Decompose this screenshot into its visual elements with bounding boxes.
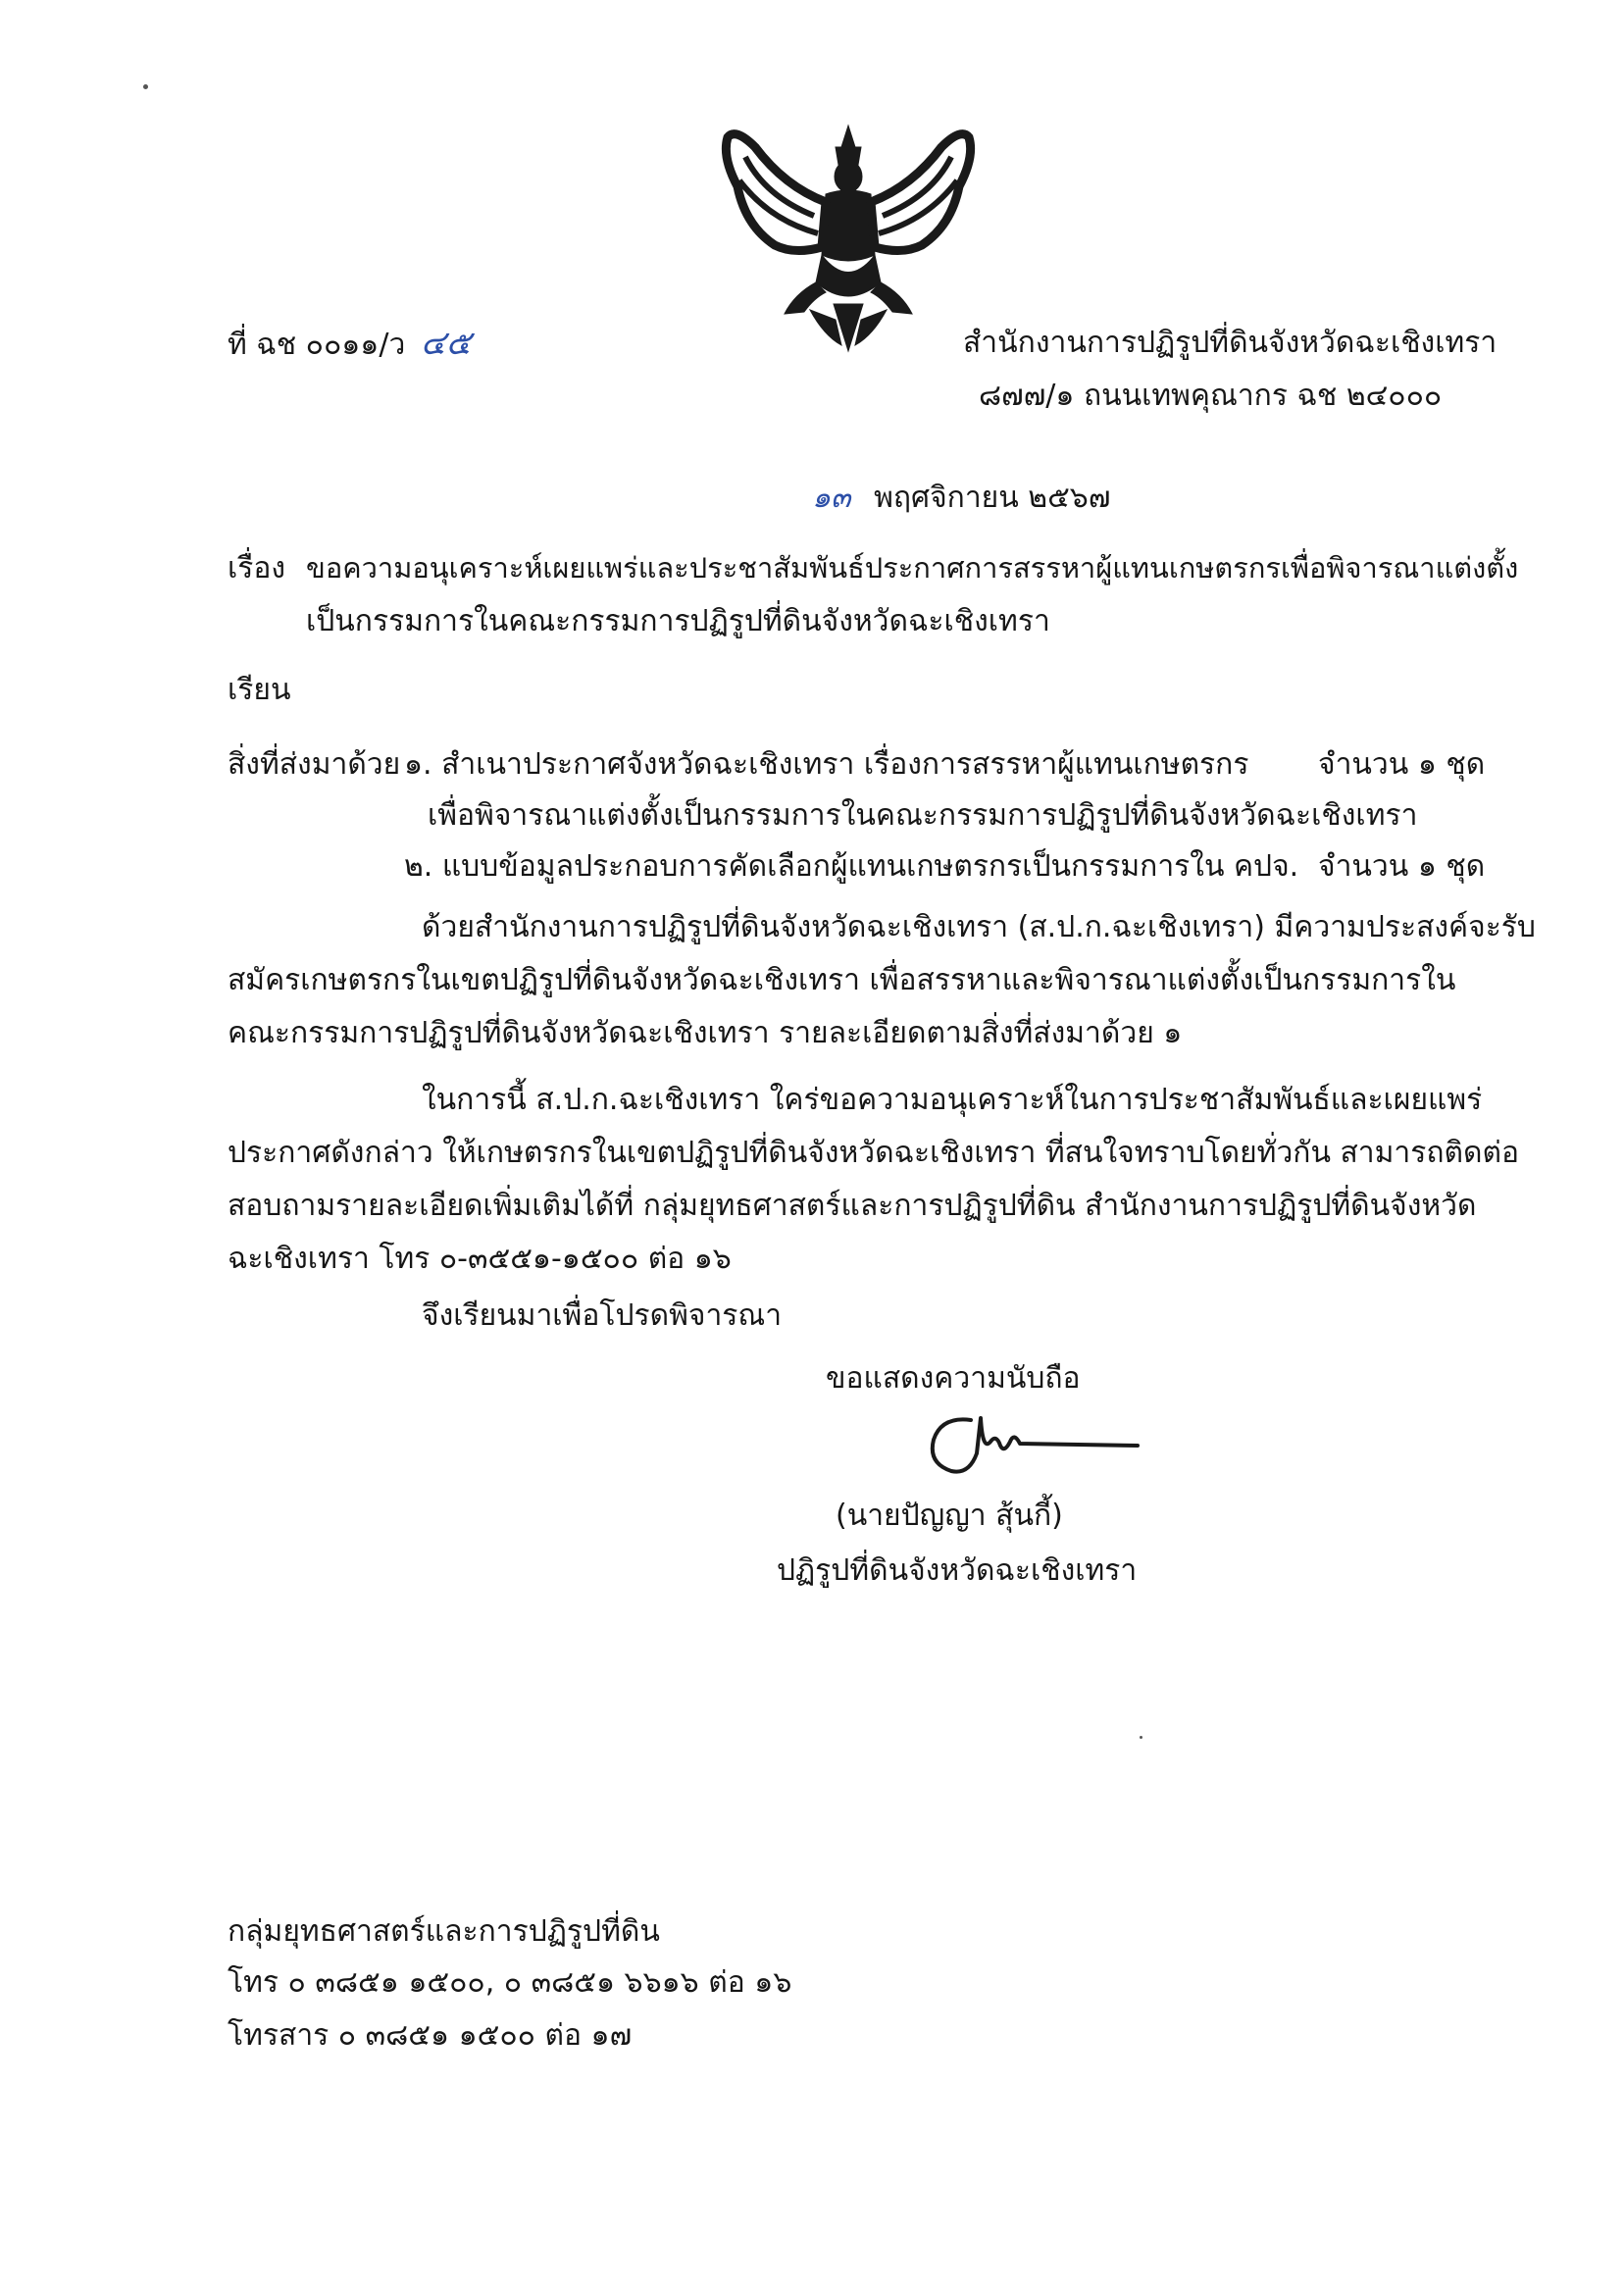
enclosures-label: สิ่งที่ส่งมาด้วย xyxy=(228,747,401,782)
scan-speck xyxy=(1140,1736,1142,1739)
handwritten-signature xyxy=(912,1402,1147,1491)
subject-line-2: เป็นกรรมการในคณะกรรมการปฏิรูปที่ดินจังหวัดฉะเชิงเทรา xyxy=(306,604,1050,638)
reference-handwritten-number: ๔๕ xyxy=(420,324,472,363)
paragraph-2-line-1: ในการนี้ ส.ป.ก.ฉะเชิงเทรา ใคร่ขอความอนุเคราะห์ในการประชาสัมพันธ์และเผยแพร่ xyxy=(422,1083,1483,1117)
signatory-name: (นายปัญญา สุ้นกี้) xyxy=(836,1499,1063,1533)
signatory-position: ปฏิรูปที่ดินจังหวัดฉะเชิงเทรา xyxy=(777,1553,1138,1588)
salutation: เรียน xyxy=(228,673,291,707)
paragraph-2-line-3: สอบถามรายละเอียดเพิ่มเติมได้ที่ กลุ่มยุทธศาสตร์และการปฏิรูปที่ดิน สำนักงานการปฏิรูปที่ดินจังหวัด xyxy=(228,1189,1477,1223)
footer-phone: โทร ๐ ๓๘๕๑ ๑๕๐๐, ๐ ๓๘๕๑ ๖๖๑๖ ต่อ ๑๖ xyxy=(228,1965,792,2000)
enclosure-item-2: ๒. แบบข้อมูลประกอบการคัดเลือกผู้แทนเกษตรกรเป็นกรรมการใน คปจ. xyxy=(404,849,1299,884)
reference-prefix: ที่ ฉช ๐๐๑๑/ว xyxy=(228,328,406,362)
garuda-emblem-icon xyxy=(716,118,981,353)
paragraph-1-line-2: สมัครเกษตรกรในเขตปฏิรูปที่ดินจังหวัดฉะเชิงเทรา เพื่อสรรหาและพิจารณาแต่งตั้งเป็นกรรมการใน xyxy=(228,963,1456,997)
footer-department: กลุ่มยุทธศาสตร์และการปฏิรูปที่ดิน xyxy=(228,1914,660,1949)
date-month-year: พฤศจิกายน ๒๕๖๗ xyxy=(874,481,1111,515)
office-name: สำนักงานการปฏิรูปที่ดินจังหวัดฉะเชิงเทรา xyxy=(963,326,1497,360)
enclosure-item-1-quantity: จำนวน ๑ ชุด xyxy=(1318,747,1486,782)
paragraph-1-line-3: คณะกรรมการปฏิรูปที่ดินจังหวัดฉะเชิงเทรา รายละเอียดตามสิ่งที่ส่งมาด้วย ๑ xyxy=(228,1016,1183,1050)
subject-label: เรื่อง xyxy=(228,551,286,585)
enclosure-item-1-line-2: เพื่อพิจารณาแต่งตั้งเป็นกรรมการในคณะกรรมการปฏิรูปที่ดินจังหวัดฉะเชิงเทรา xyxy=(428,798,1418,833)
letter-date xyxy=(812,475,1110,521)
paragraph-2-line-2: ประกาศดังกล่าว ให้เกษตรกรในเขตปฏิรูปที่ดินจังหวัดฉะเชิงเทรา ที่สนใจทราบโดยทั่วกัน สามารถติดต่อ xyxy=(228,1136,1520,1170)
subject-line-1: ขอความอนุเคราะห์เผยแพร่และประชาสัมพันธ์ประกาศการสรรหาผู้แทนเกษตรกรเพื่อพิจารณาแต่งตั้ง xyxy=(306,551,1519,585)
paragraph-1-line-1: ด้วยสำนักงานการปฏิรูปที่ดินจังหวัดฉะเชิงเทรา (ส.ป.ก.ฉะเชิงเทรา) มีความประสงค์จะรับ xyxy=(422,910,1536,944)
enclosure-item-2-quantity: จำนวน ๑ ชุด xyxy=(1318,849,1486,884)
scan-speck xyxy=(143,84,148,89)
reference-number xyxy=(228,316,471,369)
regards: ขอแสดงความนับถือ xyxy=(826,1361,1081,1396)
date-day-handwritten: ๑๓ xyxy=(812,481,851,515)
closing-sentence: จึงเรียนมาเพื่อโปรดพิจารณา xyxy=(422,1298,783,1333)
enclosure-item-1-line-1: ๑. สำเนาประกาศจังหวัดฉะเชิงเทรา เรื่องการสรรหาผู้แทนเกษตรกร xyxy=(404,747,1249,782)
paragraph-2-line-4: ฉะเชิงเทรา โทร ๐-๓๕๕๑-๑๕๐๐ ต่อ ๑๖ xyxy=(228,1242,732,1276)
office-address: ๘๗๗/๑ ถนนเทพคุณากร ฉช ๒๔๐๐๐ xyxy=(979,379,1443,413)
footer-fax: โทรสาร ๐ ๓๘๕๑ ๑๕๐๐ ต่อ ๑๗ xyxy=(228,2018,633,2053)
